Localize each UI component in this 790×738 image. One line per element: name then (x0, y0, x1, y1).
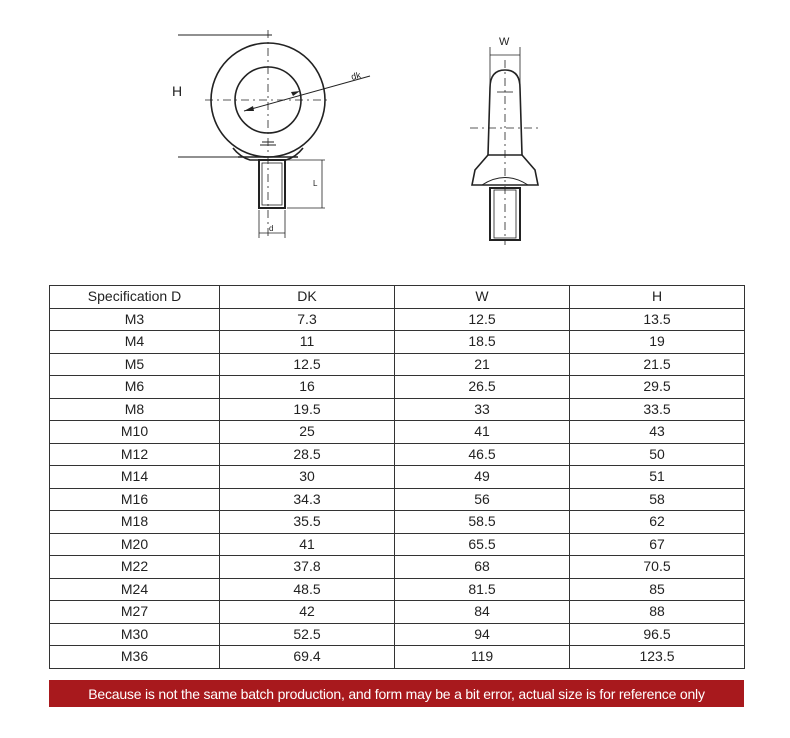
table-cell: M3 (50, 308, 220, 331)
table-cell: 81.5 (395, 578, 570, 601)
table-cell: 21 (395, 353, 570, 376)
table-cell: 11 (220, 331, 395, 354)
table-row (50, 578, 745, 601)
table-cell: 88 (570, 601, 745, 624)
table-cell: 12.5 (395, 308, 570, 331)
table-cell: 50 (570, 443, 745, 466)
table-cell: 41 (395, 421, 570, 444)
table-cell: 34.3 (220, 488, 395, 511)
table-cell: M10 (50, 421, 220, 444)
table-cell: 96.5 (570, 623, 745, 646)
table-cell: 68 (395, 556, 570, 579)
table-cell: 42 (220, 601, 395, 624)
thread-length-label: L (313, 179, 318, 188)
table-row (50, 533, 745, 556)
table-row (50, 398, 745, 421)
table-cell: 37.8 (220, 556, 395, 579)
table-cell: 41 (220, 533, 395, 556)
column-header: W (395, 286, 570, 309)
column-header: Specification D (50, 286, 220, 309)
table-cell: M14 (50, 466, 220, 489)
table-cell: M6 (50, 376, 220, 399)
technical-drawing (0, 0, 790, 260)
side-view-drawing (470, 47, 540, 245)
table-cell: 69.4 (220, 646, 395, 669)
table-row (50, 556, 745, 579)
table-cell: 33 (395, 398, 570, 421)
specification-table (49, 285, 745, 669)
front-view-drawing (178, 30, 370, 240)
table-cell: 19 (570, 331, 745, 354)
table-cell: 16 (220, 376, 395, 399)
table-cell: 13.5 (570, 308, 745, 331)
table-cell: 30 (220, 466, 395, 489)
table-cell: M24 (50, 578, 220, 601)
table-row (50, 466, 745, 489)
table-row (50, 443, 745, 466)
table-cell: 65.5 (395, 533, 570, 556)
table-cell: 84 (395, 601, 570, 624)
table-row (50, 601, 745, 624)
table-cell: 18.5 (395, 331, 570, 354)
column-header: DK (220, 286, 395, 309)
table-cell: 70.5 (570, 556, 745, 579)
table-cell: M18 (50, 511, 220, 534)
table-cell: 52.5 (220, 623, 395, 646)
table-row (50, 511, 745, 534)
table-cell: 49 (395, 466, 570, 489)
table-cell: 19.5 (220, 398, 395, 421)
table-cell: 58.5 (395, 511, 570, 534)
table-cell: 123.5 (570, 646, 745, 669)
table-cell: 12.5 (220, 353, 395, 376)
table-cell: 46.5 (395, 443, 570, 466)
table-cell: M20 (50, 533, 220, 556)
table-cell: 119 (395, 646, 570, 669)
table-cell: M27 (50, 601, 220, 624)
table-cell: 25 (220, 421, 395, 444)
table-cell: M4 (50, 331, 220, 354)
table-cell: 56 (395, 488, 570, 511)
table-row (50, 376, 745, 399)
table-cell: 28.5 (220, 443, 395, 466)
table-cell: 33.5 (570, 398, 745, 421)
table-row (50, 421, 745, 444)
table-cell: 35.5 (220, 511, 395, 534)
table-cell: 29.5 (570, 376, 745, 399)
table-cell: M16 (50, 488, 220, 511)
column-header: H (570, 286, 745, 309)
table-row (50, 488, 745, 511)
table-cell: 62 (570, 511, 745, 534)
table-cell: M30 (50, 623, 220, 646)
table-cell: 43 (570, 421, 745, 444)
table-cell: 85 (570, 578, 745, 601)
table-cell: 21.5 (570, 353, 745, 376)
table-cell: 67 (570, 533, 745, 556)
table-row (50, 646, 745, 669)
table-row (50, 308, 745, 331)
table-cell: 51 (570, 466, 745, 489)
table-cell: 94 (395, 623, 570, 646)
table-row (50, 623, 745, 646)
table-cell: 48.5 (220, 578, 395, 601)
reference-notice: Because is not the same batch production, and form may be a bit error, actual size is for reference only (49, 680, 744, 707)
table-cell: M22 (50, 556, 220, 579)
table-cell: M36 (50, 646, 220, 669)
table-row (50, 331, 745, 354)
table-cell: 58 (570, 488, 745, 511)
table-cell: 26.5 (395, 376, 570, 399)
width-label: W (499, 36, 510, 48)
height-label: H (172, 83, 183, 99)
eye-diameter-label: dk (350, 69, 362, 82)
table-cell: 7.3 (220, 308, 395, 331)
table-row (50, 353, 745, 376)
thread-diameter-label: d (269, 224, 274, 233)
table-cell: M8 (50, 398, 220, 421)
table-cell: M12 (50, 443, 220, 466)
table-cell: M5 (50, 353, 220, 376)
table-body (50, 308, 745, 668)
table-header-row (50, 286, 745, 309)
